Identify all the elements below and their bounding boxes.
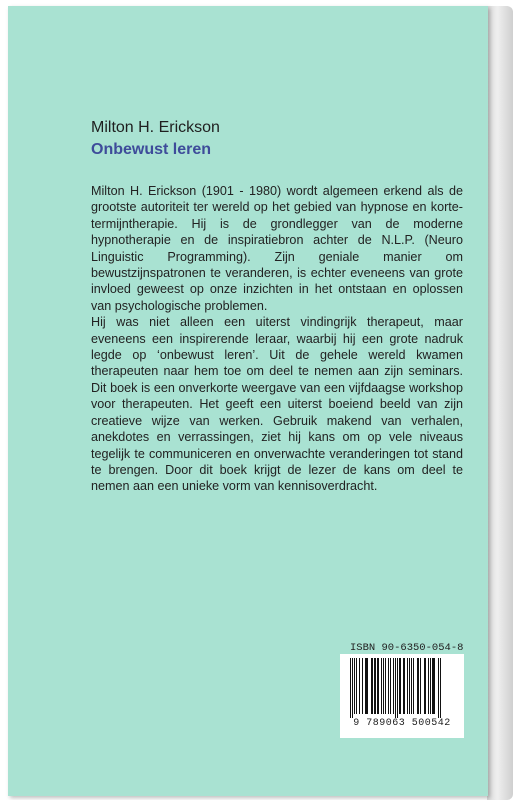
barcode-bar	[424, 658, 426, 714]
barcode-bar	[377, 658, 379, 714]
barcode-bar	[403, 658, 405, 714]
isbn-label: ISBN 90-6350-054-8	[350, 642, 464, 654]
barcode-bar	[420, 658, 421, 714]
barcode-bar	[385, 658, 386, 714]
barcode-bar	[407, 658, 408, 714]
book-title: Onbewust leren	[91, 141, 212, 158]
barcode-bar	[413, 658, 414, 714]
barcode-bar	[365, 658, 368, 714]
barcode	[340, 654, 464, 738]
barcode-bar	[409, 658, 410, 714]
barcode-bar	[381, 658, 382, 714]
book-page-edge	[487, 6, 513, 800]
barcode-bar	[374, 658, 376, 714]
barcode-bar	[383, 658, 384, 714]
blurb-paragraph: Milton H. Erickson (1901 - 1980) wordt algemeen erkend als de grootste autoriteit ter wereld op het gebied van hypnose en korte-termijntherapie. Hij is de grondlegger van de moderne hypnotherapie en de inspiratiebron achter de N.L.P. (Neuro Linguistic Programming). Zijn geniale manier om bewustzijnspatronen te veranderen, is echter eveneens van grote invloed geweest op onze inzichten in het ontstaan en oplossen van psychologische problemen.	[91, 184, 463, 313]
barcode-bar	[432, 658, 435, 714]
barcode-digits: 9 789063 500542	[353, 718, 451, 729]
barcode-bar	[411, 658, 412, 714]
barcode-bar	[397, 658, 398, 718]
barcode-bar	[393, 658, 394, 714]
blurb-text	[91, 183, 463, 495]
barcode-bar	[354, 658, 355, 714]
barcode-bar	[428, 658, 429, 714]
back-cover	[8, 6, 488, 796]
barcode-bar	[388, 658, 389, 714]
barcode-bar	[438, 658, 439, 718]
barcode-bar	[356, 658, 357, 714]
barcode-bar	[399, 658, 401, 714]
barcode-bars-icon	[348, 658, 456, 718]
barcode-bar	[440, 658, 441, 718]
author-name: Milton H. Erickson	[91, 119, 220, 136]
blurb-paragraph: Hij was niet alleen een uiterst vindingrijk therapeut, maar eveneens een inspirerende leraar, waarbij hij een grote nadruk legde op ‘onbewust leren’. Uit de gehele wereld kwamen therapeuten naar hem toe om deel te nemen aan zijn seminars. Dit boek is een onverkorte weergave van een vijfdaagse workshop voor therapeuten. Het geeft een uiterst boeiend beeld van zijn creatieve wijze van werken. Gebruik makend van verhalen, anekdotes en verrassingen, ziet hij kans om op vele niveaus tegelijk te communiceren en onverwachte veranderingen tot stand te brengen. Door dit boek krijgt de lezer de kans om deel te nemen aan een unieke vorm van kennisoverdracht.	[91, 315, 463, 494]
barcode-bar	[352, 658, 353, 718]
barcode-bar	[395, 658, 396, 718]
barcode-bar	[350, 658, 351, 718]
barcode-bar	[371, 658, 373, 714]
barcode-bar	[417, 658, 419, 714]
barcode-bar	[390, 658, 391, 714]
barcode-bar	[362, 658, 363, 714]
barcode-bar	[430, 658, 431, 714]
barcode-bar	[359, 658, 360, 714]
